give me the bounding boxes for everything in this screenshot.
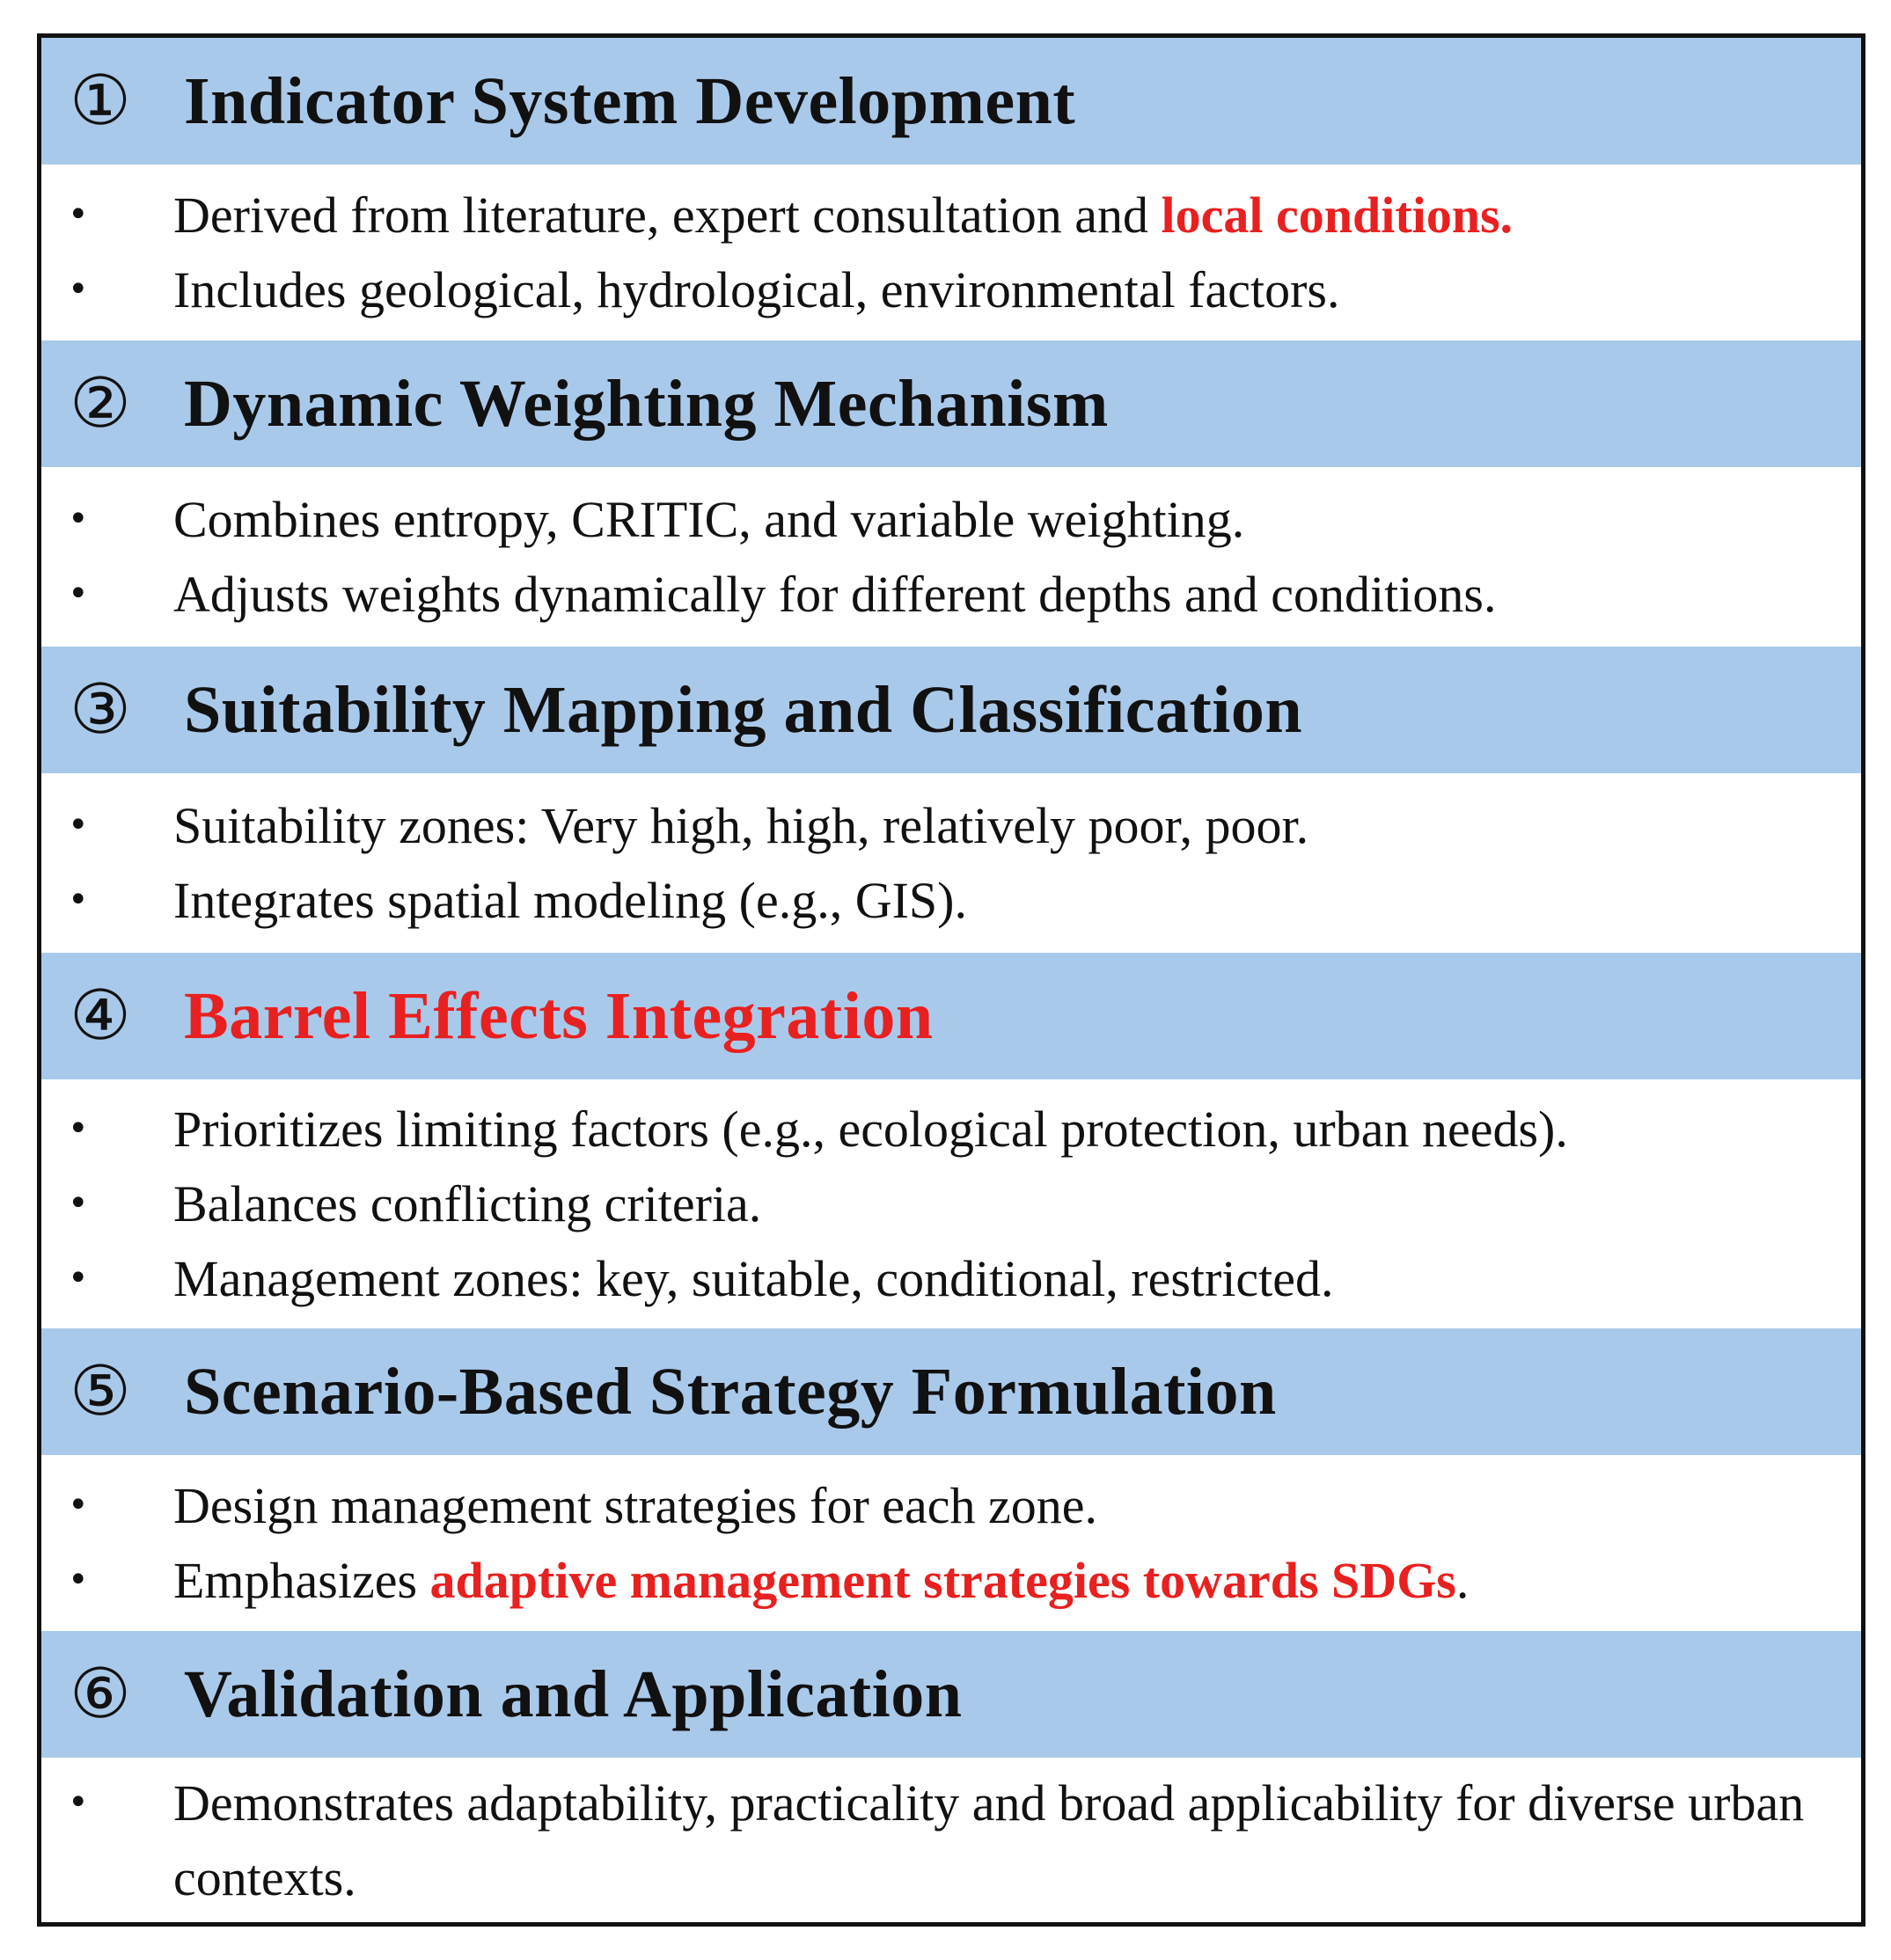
section-4-title: Barrel Effects Integration bbox=[184, 979, 934, 1053]
bullet-dot: • bbox=[68, 1108, 89, 1149]
bullet-text: Derived from literature, expert consultation and bbox=[173, 186, 1162, 244]
bullet-text-end: . bbox=[1455, 1552, 1470, 1609]
bullet-item bbox=[41, 178, 1826, 252]
section-4-header bbox=[41, 953, 1861, 1079]
bullet-text: Design management strategies for each zone. bbox=[173, 1477, 1098, 1534]
bullet-text: Demonstrates adaptability, practicality and broad applicability for diverse urban contexts. bbox=[173, 1774, 1805, 1906]
section-5-header bbox=[41, 1328, 1861, 1455]
section-2-header bbox=[41, 340, 1861, 467]
bullet-item bbox=[41, 252, 1826, 327]
section-6-title: Validation and Application bbox=[184, 1657, 963, 1731]
bullet-dot: • bbox=[68, 574, 89, 614]
bullet-item bbox=[41, 1468, 1826, 1543]
bullet-item bbox=[41, 557, 1826, 632]
highlighted-text: adaptive management strategies towards SDGs bbox=[429, 1552, 1456, 1609]
section-6-body bbox=[41, 1758, 1861, 1922]
bullet-item bbox=[41, 788, 1826, 863]
bullet-item bbox=[41, 482, 1826, 557]
section-4-body bbox=[41, 1079, 1861, 1328]
section-1-title: Indicator System Development bbox=[184, 64, 1076, 138]
bullet-dot: • bbox=[68, 805, 89, 845]
section-1-body bbox=[41, 165, 1861, 340]
circled-number-2: ② bbox=[70, 364, 131, 443]
bullet-text: Integrates spatial modeling (e.g., GIS). bbox=[173, 872, 967, 929]
section-2-body bbox=[41, 467, 1861, 647]
bullet-dot: • bbox=[68, 1560, 89, 1600]
bullet-dot: • bbox=[68, 269, 89, 310]
section-3-header bbox=[41, 647, 1861, 773]
bullet-text: Prioritizes limiting factors (e.g., ecological protection, urban needs). bbox=[173, 1101, 1568, 1158]
bullet-text: Includes geological, hydrological, environmental factors. bbox=[173, 261, 1340, 318]
section-3-body bbox=[41, 773, 1861, 953]
highlighted-text: local conditions. bbox=[1161, 186, 1514, 244]
circled-number-5: ⑤ bbox=[70, 1352, 131, 1431]
bullet-dot: • bbox=[68, 194, 89, 235]
section-2-title: Dynamic Weighting Mechanism bbox=[184, 367, 1109, 441]
section-5-title: Scenario-Based Strategy Formulation bbox=[184, 1355, 1277, 1429]
framework-panel bbox=[37, 33, 1865, 1927]
circled-number-1: ① bbox=[70, 62, 131, 141]
circled-number-3: ③ bbox=[70, 670, 131, 750]
section-3-title: Suitability Mapping and Classification bbox=[184, 673, 1303, 747]
bullet-dot: • bbox=[68, 1258, 89, 1298]
bullet-text: Suitability zones: Very high, high, relatively poor, poor. bbox=[173, 797, 1309, 854]
section-5-body bbox=[41, 1455, 1861, 1631]
bullet-dot: • bbox=[68, 1781, 89, 1823]
bullet-dot: • bbox=[68, 1485, 89, 1525]
bullet-text: Management zones: key, suitable, conditional, restricted. bbox=[173, 1250, 1334, 1307]
bullet-item bbox=[41, 1766, 1826, 1915]
circled-number-6: ⑥ bbox=[70, 1655, 131, 1734]
bullet-dot: • bbox=[68, 499, 89, 539]
section-1-header bbox=[41, 38, 1861, 165]
bullet-item bbox=[41, 1241, 1826, 1316]
bullet-text: Adjusts weights dynamically for different depths and conditions. bbox=[173, 566, 1497, 623]
bullet-text: Emphasizes bbox=[173, 1552, 430, 1609]
bullet-dot: • bbox=[68, 1183, 89, 1224]
bullet-text: Combines entropy, CRITIC, and variable weighting. bbox=[173, 491, 1245, 548]
bullet-item bbox=[41, 1543, 1826, 1618]
section-6-header bbox=[41, 1631, 1861, 1758]
bullet-item bbox=[41, 1166, 1826, 1241]
bullet-dot: • bbox=[68, 880, 89, 920]
bullet-item bbox=[41, 1092, 1826, 1166]
bullet-text: Balances conflicting criteria. bbox=[173, 1175, 762, 1232]
circled-number-4: ④ bbox=[70, 976, 131, 1056]
bullet-item bbox=[41, 863, 1826, 938]
